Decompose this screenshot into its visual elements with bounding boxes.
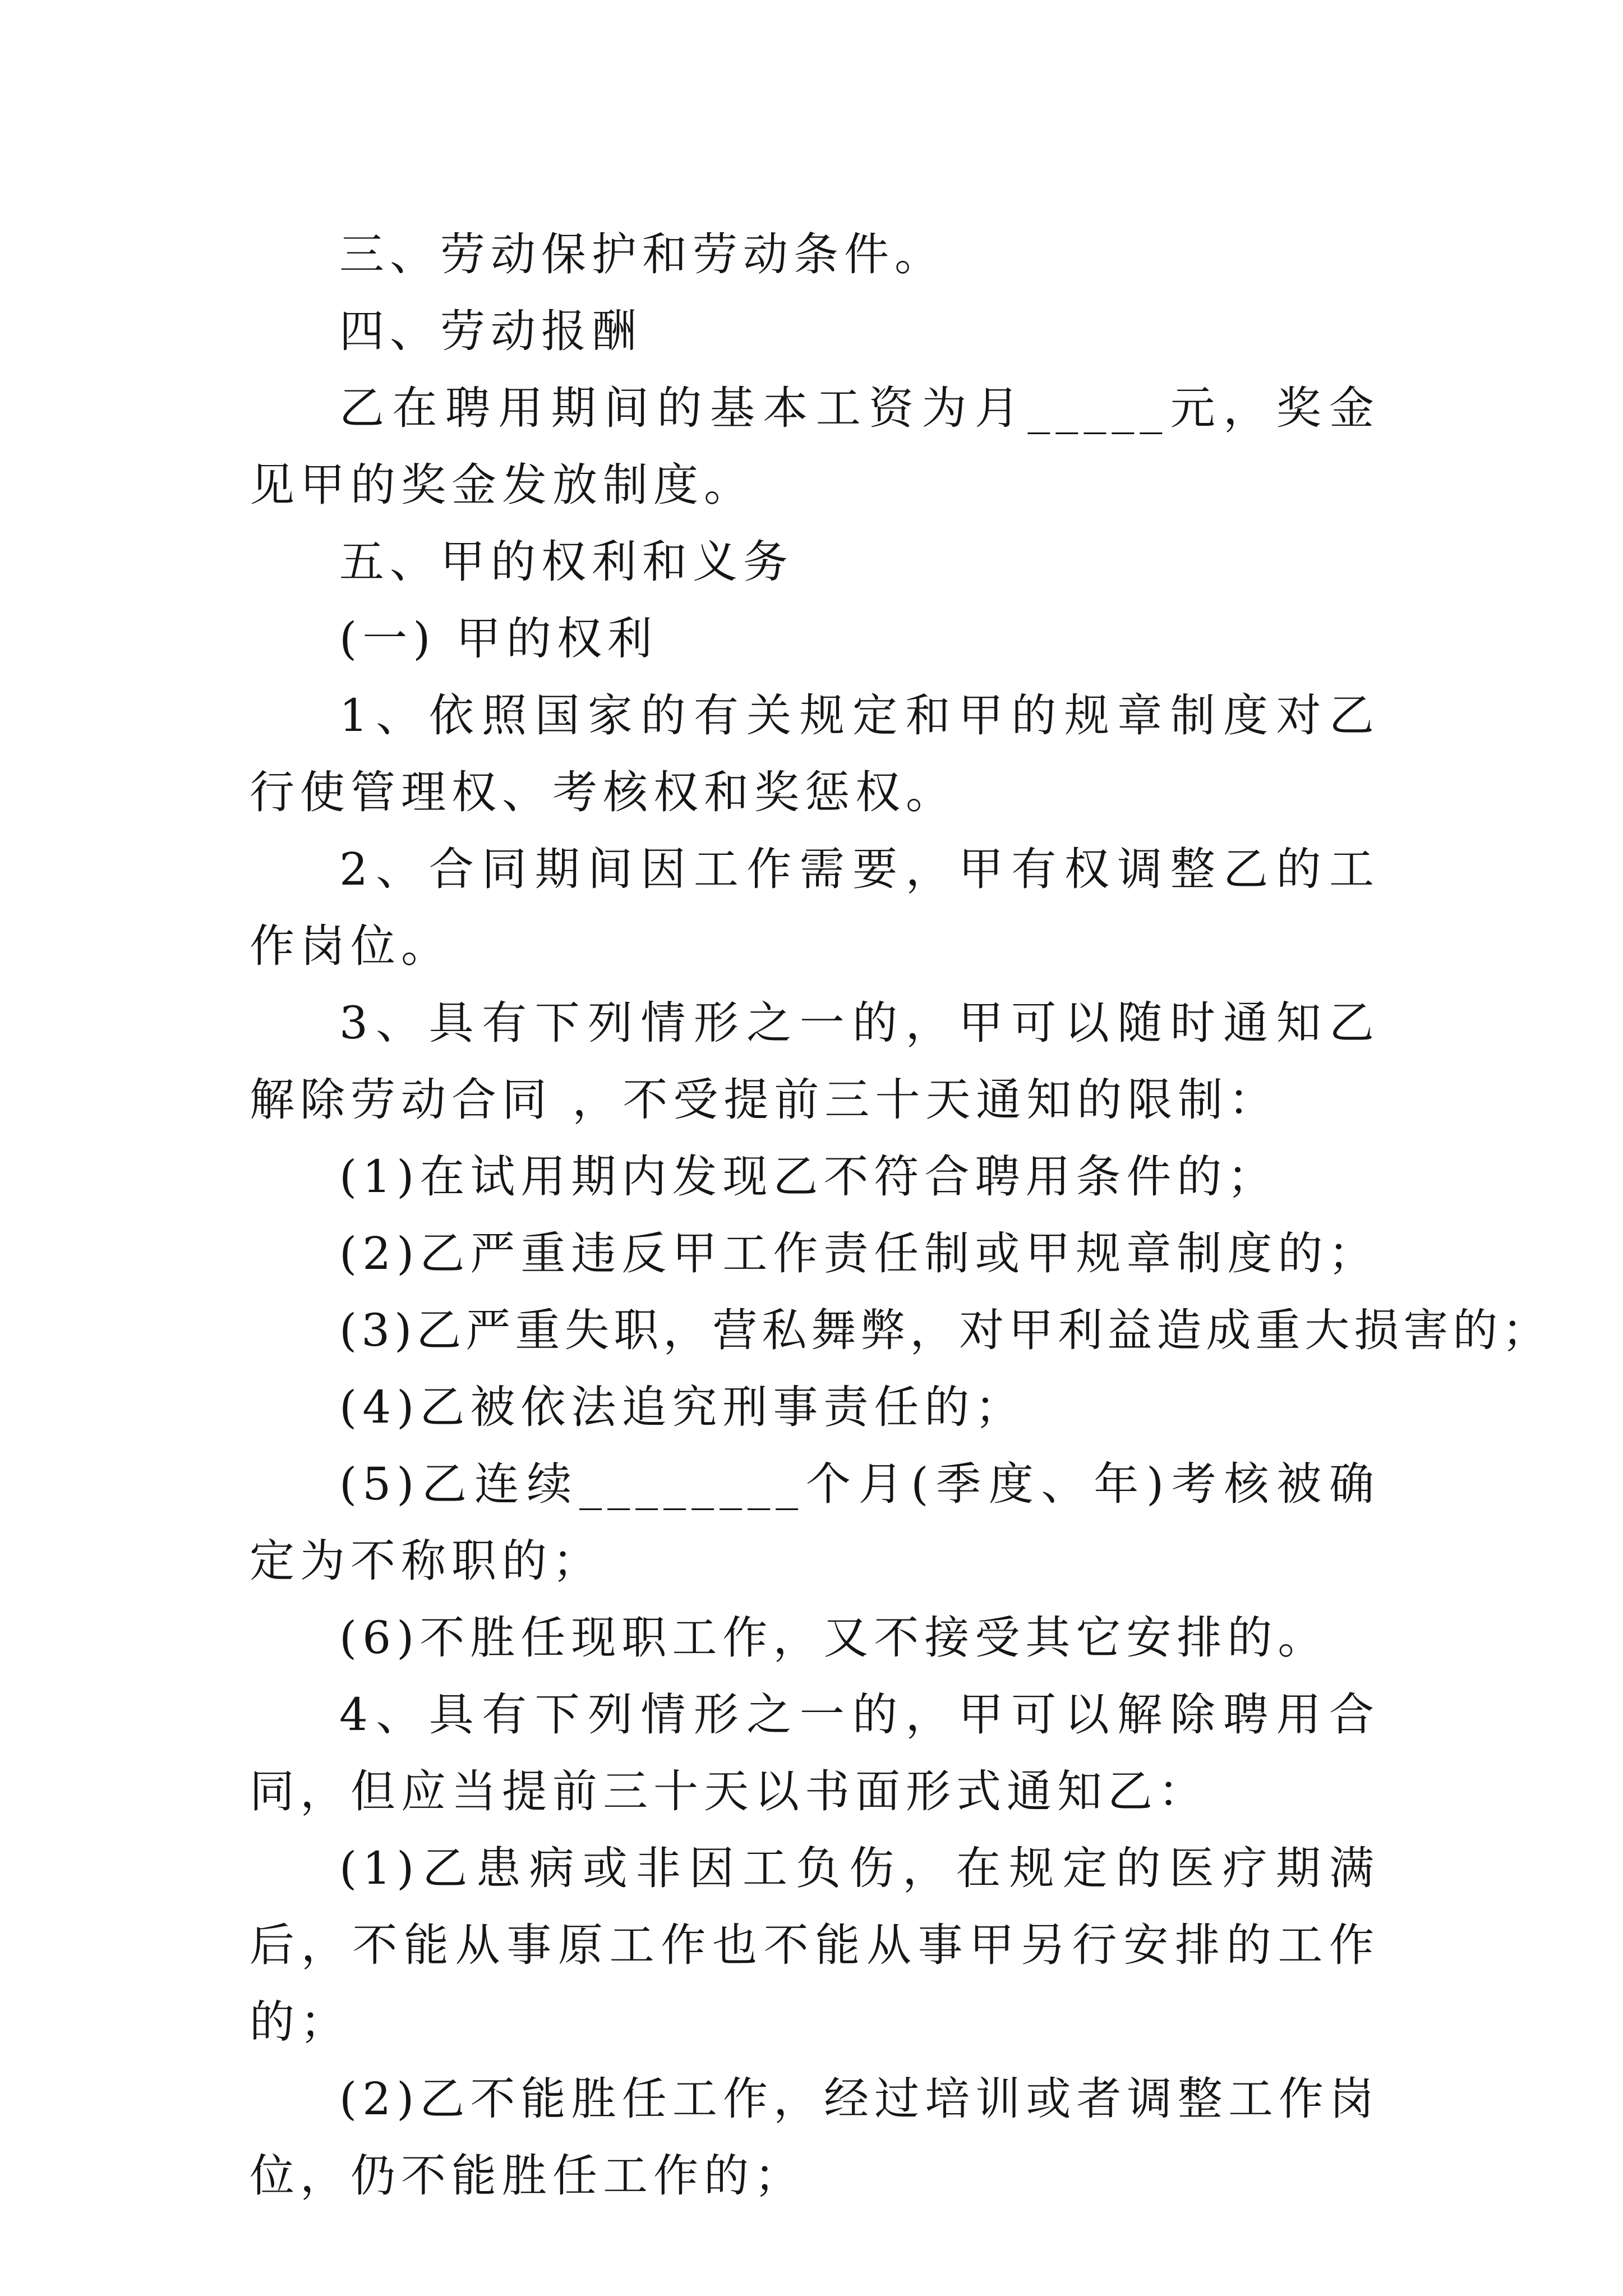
paragraph-basic-salary: 乙在聘用期间的基本工资为月_____元，奖金见甲的奖金发放制度。 bbox=[250, 382, 1380, 511]
paragraph-adjust-position: 2、合同期间因工作需要，甲有权调整乙的工作岗位。 bbox=[250, 843, 1380, 972]
paragraph-probation-condition: (1)在试用期内发现乙不符合聘用条件的； bbox=[339, 1151, 1278, 1203]
paragraph-refuse-arrangement: (6)不胜任现职工作，又不接受其它安排的。 bbox=[339, 1612, 1329, 1664]
paragraph-labor-protection: 三、劳动保护和劳动条件。 bbox=[339, 228, 945, 280]
paragraph-serious-misconduct: (3)乙严重失职，营私舞弊，对甲利益造成重大损害的； bbox=[339, 1304, 1552, 1356]
paragraph-management-rights: 1、依照国家的有关规定和甲的规章制度对乙行使管理权、考核权和奖惩权。 bbox=[250, 689, 1380, 818]
paragraph-labor-remuneration-heading: 四、劳动报酬 bbox=[339, 305, 642, 357]
paragraph-criminal-liability: (4)乙被依法追究刑事责任的； bbox=[339, 1381, 1026, 1433]
paragraph-consecutive-incompetence: (5)乙连续________个月(季度、年)考核被确定为不称职的； bbox=[250, 1458, 1380, 1587]
document-body bbox=[250, 216, 1552, 2214]
paragraph-rights-duties-heading: 五、甲的权利和义务 bbox=[339, 536, 794, 588]
paragraph-serious-violation: (2)乙严重违反甲工作责任制或甲规章制度的； bbox=[339, 1227, 1379, 1280]
paragraph-illness-injury: (1)乙患病或非因工负伤，在规定的医疗期满后，不能从事原工作也不能从事甲另行安排的工作的； bbox=[250, 1842, 1380, 2048]
paragraph-employer-rights-heading: (一) 甲的权利 bbox=[339, 613, 658, 665]
paragraph-immediate-termination: 3、具有下列情形之一的，甲可以随时通知乙解除劳动合同 ，不受提前三十天通知的限制： bbox=[250, 997, 1380, 1126]
paragraph-incompetent-after-training: (2)乙不能胜任工作，经过培训或者调整工作岗位，仍不能胜任工作的； bbox=[250, 2073, 1380, 2202]
paragraph-notice-termination: 4、具有下列情形之一的，甲可以解除聘用合同，但应当提前三十天以书面形式通知乙： bbox=[250, 1688, 1380, 1818]
